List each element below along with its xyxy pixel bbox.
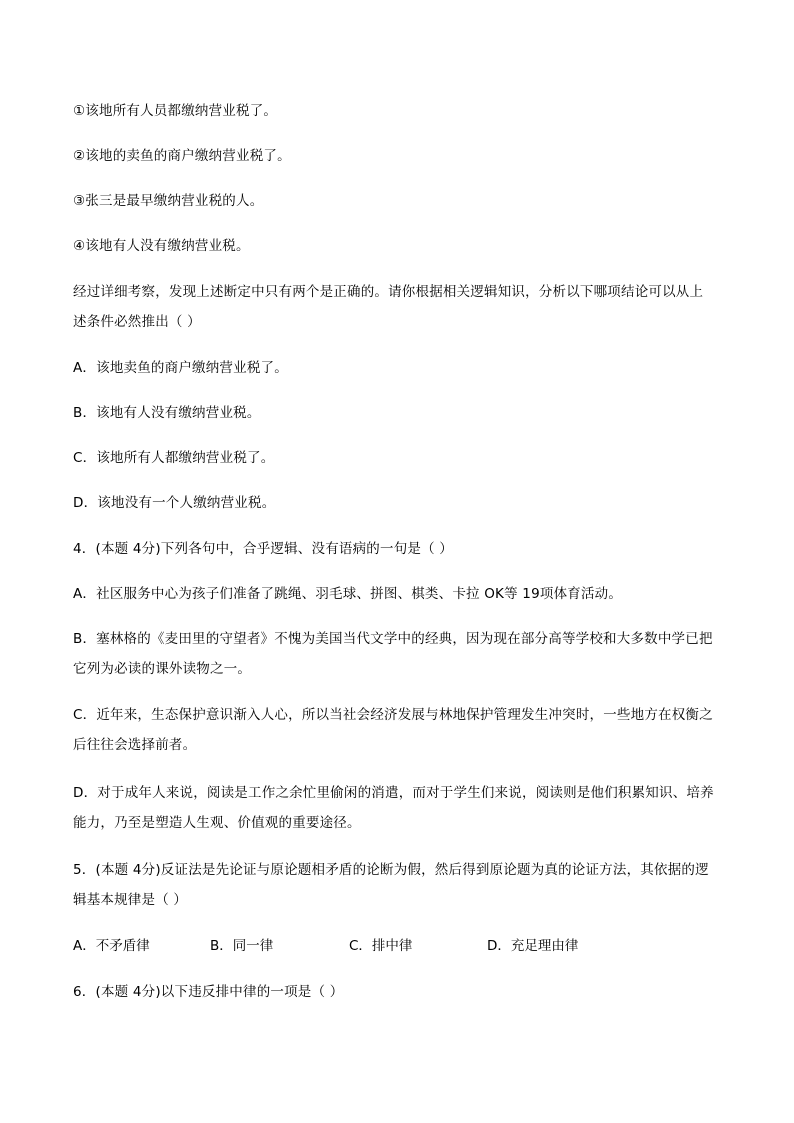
q3-stem-line-2: 述条件必然推出（ ）	[73, 314, 201, 330]
q5-option-b: B．同一律	[210, 938, 274, 954]
q4-option-b-line-1: B．塞林格的《麦田里的守望者》不愧为美国当代文学中的经典，因为现在部分高等学校和大多数中学已把	[73, 631, 713, 647]
q6-stem: 6．(本题 4分)以下违反排中律的一项是（ ）	[73, 984, 344, 1000]
q4-option-b-line-2: 它列为必读的课外读物之一。	[73, 661, 252, 677]
q3-option-d: D．该地没有一个人缴纳营业税。	[73, 495, 276, 511]
q5-stem-line-1: 5．(本题 4分)反证法是先论证与原论题相矛盾的论断为假，然后得到原论题为真的论证方法，其依据的逻	[73, 862, 709, 878]
q4-option-d-line-2: 能力，乃至是塑造人生观、价值观的重要途径。	[73, 815, 361, 831]
q3-option-b: B．该地有人没有缴纳营业税。	[73, 405, 261, 421]
q3-stem-line-1: 经过详细考察，发现上述断定中只有两个是正确的。请你根据相关逻辑知识，分析以下哪项结论可以从上	[73, 284, 704, 300]
q5-option-c: C．排中律	[349, 938, 413, 954]
q3-option-c: C．该地所有人都缴纳营业税了。	[73, 450, 275, 466]
q4-option-c-line-1: C．近年来，生态保护意识渐入人心，所以当社会经济发展与林地保护管理发生冲突时，一些地方在权衡之	[73, 707, 713, 723]
statement-3: ③张三是最早缴纳营业税的人。	[73, 193, 264, 209]
statement-2: ②该地的卖鱼的商户缴纳营业税了。	[73, 148, 291, 164]
q5-option-a: A．不矛盾律	[73, 938, 150, 954]
q3-option-a: A．该地卖鱼的商户缴纳营业税了。	[73, 360, 288, 376]
statement-4: ④该地有人没有缴纳营业税。	[73, 238, 250, 254]
q4-option-d-line-1: D．对于成年人来说，阅读是工作之余忙里偷闲的消遣，而对于学生们来说，阅读则是他们积累知识、培养	[73, 785, 714, 801]
q4-option-c-line-2: 后往往会选择前者。	[73, 737, 197, 753]
q4-option-a: A．社区服务中心为孩子们准备了跳绳、羽毛球、拼图、棋类、卡拉 OK等 19项体育活动。	[73, 586, 623, 602]
q4-stem: 4．(本题 4分)下列各句中，合乎逻辑、没有语病的一句是（ ）	[73, 541, 453, 557]
q5-option-d: D．充足理由律	[487, 938, 579, 954]
statement-1: ①该地所有人员都缴纳营业税了。	[73, 103, 278, 119]
q5-stem-line-2: 辑基本规律是（ ）	[73, 892, 188, 908]
